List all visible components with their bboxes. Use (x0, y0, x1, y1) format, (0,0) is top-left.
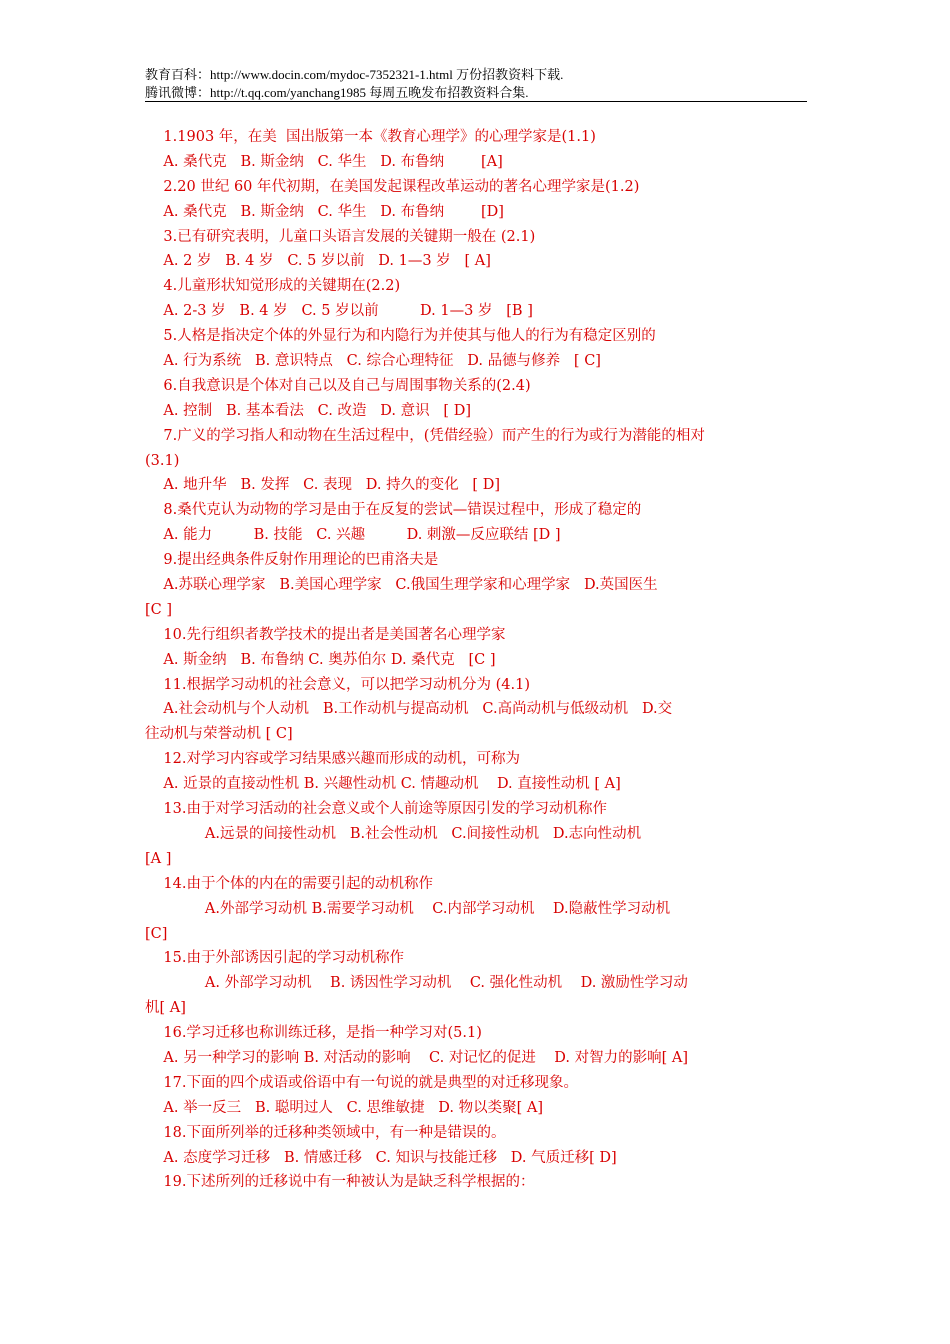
question-line: [C ] (145, 601, 173, 618)
question-line: A. 近景的直接动性机 B. 兴趣性动机 C. 情趣动机 D. 直接性动机 [ A] (145, 776, 621, 793)
question-line: A. 态度学习迁移 B. 情感迁移 C. 知识与技能迁移 D. 气质迁移[ D] (145, 1149, 617, 1166)
header-line-weibo: 腾讯微博：http://t.qq.com/yanchang1985 每周五晚发布招教资料合集. (145, 85, 529, 100)
question-line: 17.下面的四个成语或俗语中有一句说的就是典型的对迁移现象。 (145, 1074, 578, 1091)
question-line: 2.20 世纪 60 年代初期，在美国发起课程改革运动的著名心理学家是(1.2) (145, 178, 640, 195)
question-line: A. 另一种学习的影响 B. 对活动的影响 C. 对记忆的促进 D. 对智力的影响[ A] (145, 1049, 688, 1066)
question-line: A. 能力 B. 技能 C. 兴趣 D. 刺激—反应联结 [D ] (145, 527, 561, 544)
question-line: [C] (145, 925, 168, 942)
question-line: 3.已有研究表明，儿童口头语言发展的关键期一般在 (2.1) (145, 228, 536, 245)
question-line: 18.下面所列举的迁移种类领域中，有一种是错误的。 (145, 1124, 506, 1141)
question-line: A. 外部学习动机 B. 诱因性学习动机 C. 强化性动机 D. 激励性学习动 (145, 975, 688, 992)
question-line: 4.儿童形状知觉形成的关键期在(2.2) (145, 278, 401, 295)
question-line: 1.1903 年，在美 国出版第一本《教育心理学》的心理学家是(1.1) (145, 129, 596, 145)
question-line: A. 控制 B. 基本看法 C. 改造 D. 意识 [ D] (145, 402, 471, 419)
question-line: 7.广义的学习指人和动物在生活过程中，(凭借经验）而产生的行为或行为潜能的相对 (145, 427, 705, 444)
question-line: (3.1) (145, 452, 180, 469)
question-line: A. 桑代克 B. 斯金纳 C. 华生 D. 布鲁纳 [D] (145, 203, 504, 220)
question-line: 8.桑代克认为动物的学习是由于在反复的尝试—错误过程中，形成了稳定的 (145, 502, 642, 519)
question-line: A. 2 岁 B. 4 岁 C. 5 岁以前 D. 1—3 岁 [ A] (145, 253, 491, 270)
question-line: A.外部学习动机 B.需要学习动机 C.内部学习动机 D.隐蔽性学习动机 (145, 900, 671, 917)
question-line: 16.学习迁移也称训练迁移，是指一种学习对(5.1) (145, 1025, 482, 1042)
question-line: A. 举一反三 B. 聪明过人 C. 思维敏捷 D. 物以类聚[ A] (145, 1099, 543, 1116)
question-line: 14.由于个体的内在的需要引起的动机称作 (145, 875, 433, 892)
header-line-docin: 教育百科：http://www.docin.com/mydoc-7352321-1.html 万份招教资料下载. (145, 67, 564, 82)
question-line: 机[ A] (145, 1000, 186, 1017)
question-line: 19.下述所列的迁移说中有一种被认为是缺乏科学根据的： (145, 1174, 535, 1191)
question-line: 6.自我意识是个体对自己以及自己与周围事物关系的(2.4) (145, 377, 531, 394)
question-line: 11.根据学习动机的社会意义，可以把学习动机分为 (4.1) (145, 676, 530, 693)
question-line: A. 2-3 岁 B. 4 岁 C. 5 岁以前 D. 1—3 岁 [B ] (145, 303, 533, 320)
question-line: 往动机与荣誉动机 [ C] (145, 726, 293, 743)
question-line: A.社会动机与个人动机 B.工作动机与提高动机 C.高尚动机与低级动机 D.交 (145, 701, 673, 718)
question-line: A. 桑代克 B. 斯金纳 C. 华生 D. 布鲁纳 [A] (145, 153, 503, 170)
question-line: A.苏联心理学家 B.美国心理学家 C.俄国生理学家和心理学家 D.英国医生 (145, 577, 658, 594)
question-line: [A ] (145, 850, 172, 867)
question-line: 10.先行组织者教学技术的提出者是美国著名心理学家 (145, 626, 506, 643)
header-rule (145, 101, 807, 102)
question-line: 5.人格是指决定个体的外显行为和内隐行为并使其与他人的行为有稳定区别的 (145, 328, 656, 345)
question-line: A. 地升华 B. 发挥 C. 表现 D. 持久的变化 [ D] (145, 477, 500, 494)
document-header (145, 66, 807, 102)
question-line: A. 斯金纳 B. 布鲁纳 C. 奥苏伯尔 D. 桑代克 [C ] (145, 651, 496, 668)
question-line: A.远景的间接性动机 B.社会性动机 C.间接性动机 D.志向性动机 (145, 825, 642, 842)
question-list (145, 125, 810, 1195)
question-line: 13.由于对学习活动的社会意义或个人前途等原因引发的学习动机称作 (145, 801, 607, 818)
question-line: 12.对学习内容或学习结果感兴趣而形成的动机，可称为 (145, 751, 520, 768)
question-line: 15.由于外部诱因引起的学习动机称作 (145, 950, 404, 967)
question-line: 9.提出经典条件反射作用理论的巴甫洛夫是 (145, 552, 439, 569)
question-line: A. 行为系统 B. 意识特点 C. 综合心理特征 D. 品德与修养 [ C] (145, 353, 601, 370)
